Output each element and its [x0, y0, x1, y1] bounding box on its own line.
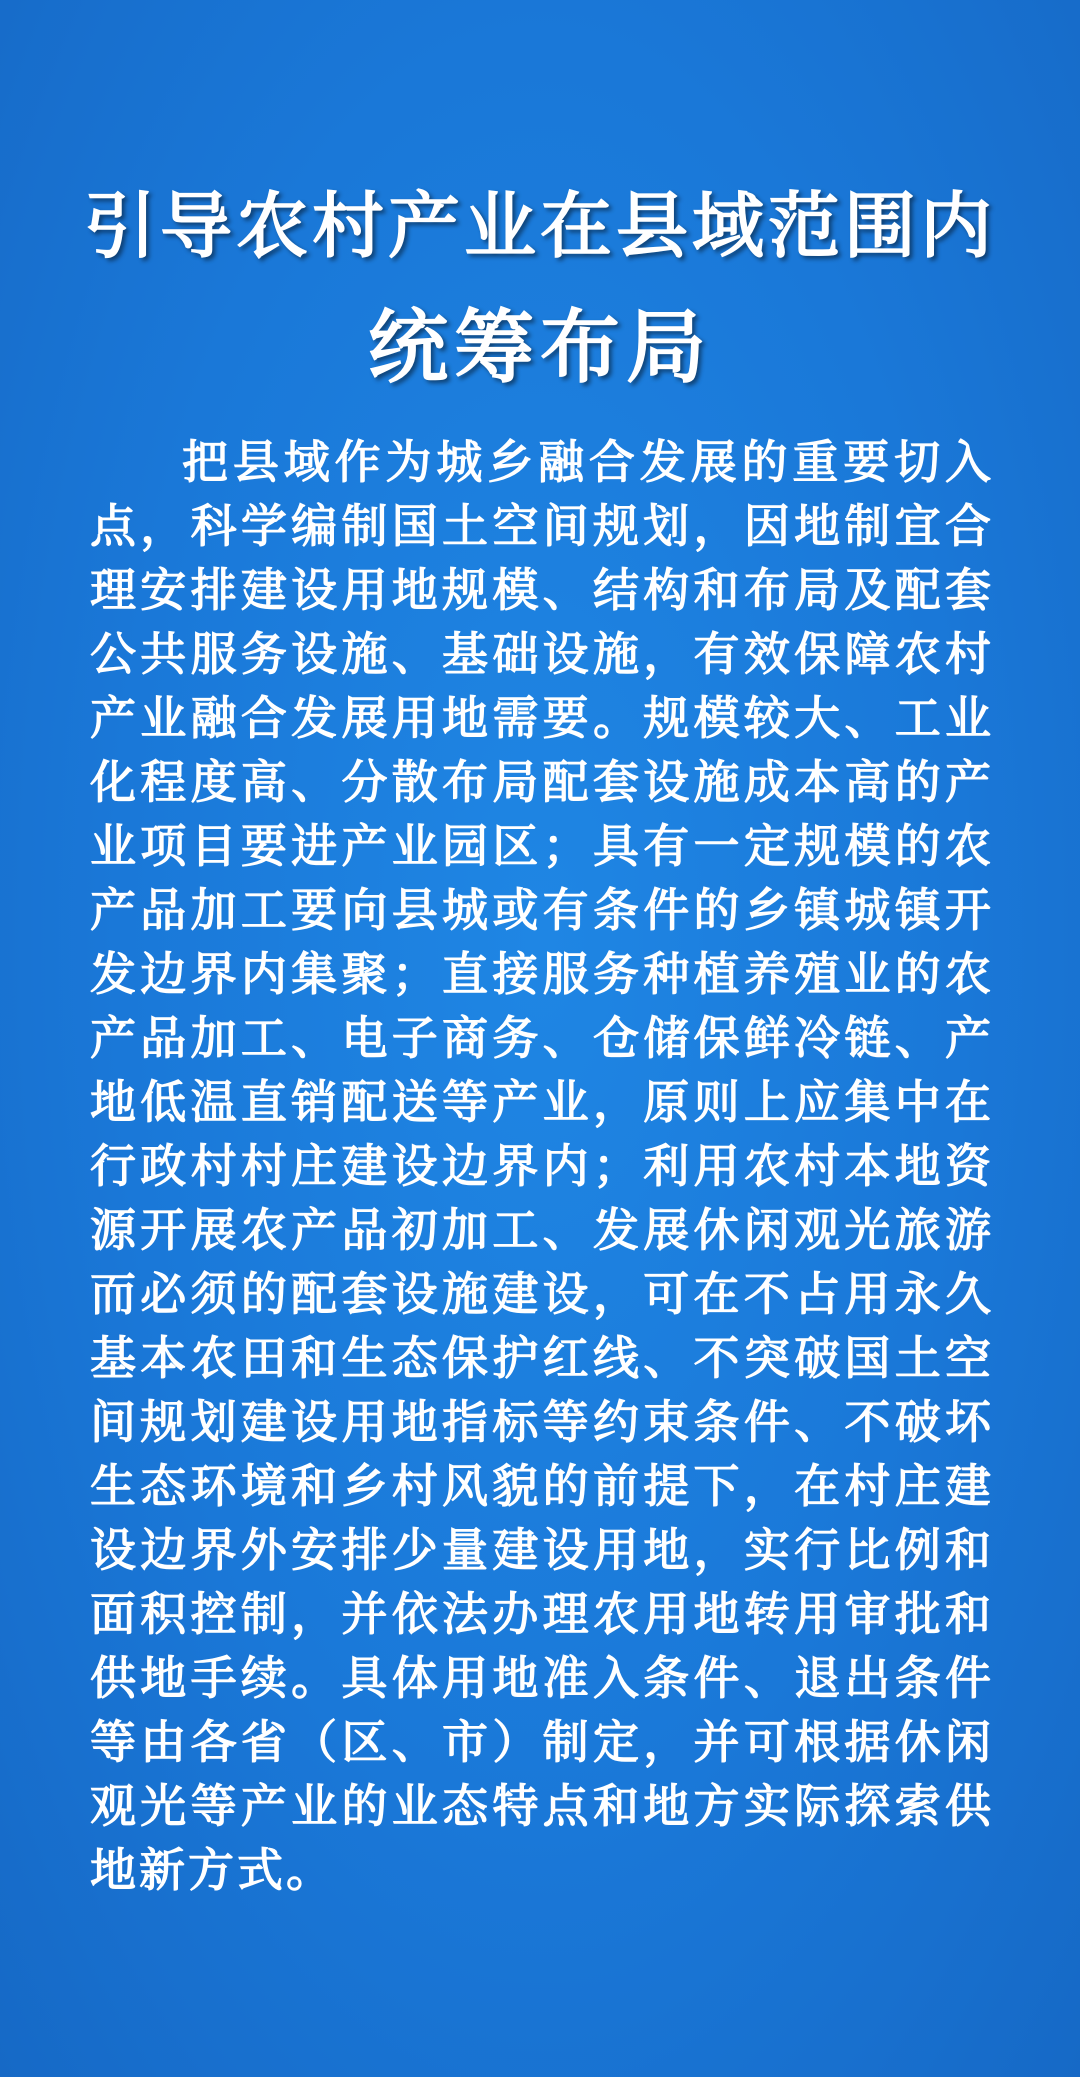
- title-line-2: 统筹布局: [368, 300, 712, 394]
- title-line-1: 引导农村产业在县域范围内: [83, 183, 996, 268]
- body-paragraph: 把县域作为城乡融合发展的重要切入点，科学编制国土空间规划，因地制宜合理安排建设用地规模、结构和布局及配套公共服务设施、基础设施，有效保障农村产业融合发展用地需要。规模较大、工业化程度高、分散布局配套设施成本高的产业项目要进产业园区；具有一定规模的农产品加工要向县城或有条件的乡镇城镇开发边界内集聚；直接服务种植养殖业的农产品加工、电子商务、仓储保鲜冷链、产地低温直销配送等产业，原则上应集中在行政村村庄建设边界内；利用农村本地资源开展农产品初加工、发展休闲观光旅游而必须的配套设施建设，可在不占用永久基本农田和生态保护红线、不突破国土空间规划建设用地指标等约束条件、不破坏生态环境和乡村风貌的前提下，在村庄建设边界外安排少量建设用地，实行比例和面积控制，并依法办理农用地转用审批和供地手续。具体用地准入条件、退出条件等由各省（区、市）制定，并可根据休闲观光等产业的业态特点和地方实际探索供地新方式。: [90, 435, 994, 1897]
